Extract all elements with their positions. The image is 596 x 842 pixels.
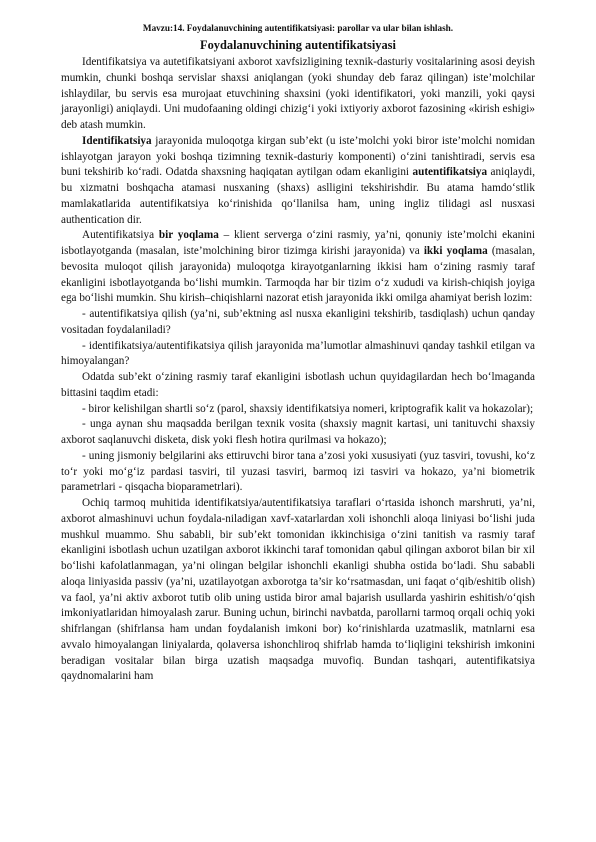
paragraph-text: – klient serverga o‘zini rasmiy, ya’ni, qonuniy iste’molchi ekanini isbotlayotganda (masalan, iste’molchining biror tizimga kirishi jarayonida) va [61, 229, 535, 257]
paragraph [61, 307, 535, 339]
paragraph-text: Identifikatsiya va autetifikatsiyani axborot xavfsizligining texnik-dasturiy vositalarining asosi deyish mumkin, chunki boshqa servislar shaxsi aniqlangan (yoki shunday deb faraz qilingan) iste’molchilar ishlaydilar, bu servis esa murojaat etuvchining shaxsini (yoki identifikatori, yoki manzili, yoki qaysi jarayonligi) aniqlaydi. Uni mudofaaning oldingi chizig‘i yoki ixtiyoriy axborot fazosining «kirish eshigi» deb atash mumkin. [61, 56, 535, 131]
document-body [61, 55, 535, 685]
paragraph-text: Autentifikatsiya [82, 229, 159, 242]
paragraph-text: - uning jismoniy belgilarini aks ettiruvchi biror tana a’zosi yoki xususiyati (yuz tasviri, tovushi, ko‘z to‘r yoki mo‘g‘iz pardasi tasviri, til yuzasi tasviri, barmoq izi tasviri va hokazo, ya’ni biometrik parametrlari - qisqacha bioparametrlari). [61, 449, 535, 494]
bold-term: Identifikatsiya [82, 134, 152, 147]
paragraph-text: Odatda sub’ekt o‘zining rasmiy taraf ekanligini isbotlash uchun quyidagilardan hech bo‘lmaganda bittasini taqdim etadi: [61, 371, 535, 399]
paragraph [61, 370, 535, 402]
paragraph [61, 134, 535, 229]
bold-term: autentifikatsiya [412, 166, 488, 179]
paragraph-text: - identifikatsiya/autentifikatsiya qilish jarayonida ma’lumotlar almashinuvi qanday tashkil etilgan va himoyalangan? [61, 339, 535, 368]
paragraph-text: jarayonida muloqotga kirgan sub’ekt (u iste’molchi yoki biror iste’molchi nomidan ishlayotgan jarayon yoki boshqa tizimning texnik-dasturiy komponenti) o‘zini tanishtiradi, servis esa buni tekshirib ko‘radi. Odatda shaxsning haqiqatan aytilgan odam ekanligini [61, 134, 535, 179]
topic-line: Mavzu:14. Foydalanuvchining autentifikatsiyasi: parollar va ular bilan ishlash. [142, 23, 454, 33]
paragraph [61, 55, 535, 134]
paragraph-text: (masalan, bevosita muloqot qilish jarayonida) muloqotga kirayotganlarning ikkisi ham o‘zining rasmiy taraf ekanligini isbotlayotganda bo‘lishi mumkin. Tarmoqda har bir tizim o‘z xududi va kirish-chiqish joyiga ega bo‘lishi mumkin. Shu kirish–chiqishlarni nazorat etish jarayonida ikki omilga ahamiyat berish lozim: [61, 245, 535, 305]
paragraph [61, 402, 535, 418]
paragraph-text: - biror kelishilgan shartli so‘z (parol, shaxsiy identifikatsiya nomeri, kriptografik kalit va hokazolar); [82, 402, 534, 415]
document-title: Foydalanuvchining autentifikatsiyasi [200, 38, 396, 52]
paragraph [61, 228, 535, 307]
bold-term: bir yoqlama [158, 229, 219, 242]
paragraph-text: - autentifikatsiya qilish (ya’ni, sub’ektning asl nusxa ekanligini tekshirib, tasdiqlash) uchun qanday vositadan foydalaniladi? [61, 308, 535, 336]
paragraph [61, 339, 535, 371]
bold-term: ikki yoqlama [423, 245, 488, 257]
paragraph-text: aniqlaydi, bu xizmatni boshqacha atamasi nusxaning (shaxs) aslligini tekshirishdir. Bu atama hamdo‘stlik mamlakatlarida autentifikatsiya ko‘rinishida qo‘llanilsa ham, uning ingliz tilidagi asl nusxasi authentication dir. [61, 166, 535, 226]
paragraph-text: Ochiq tarmoq muhitida identifikatsiya/autentifikatsiya taraflari o‘rtasida ishonch marshruti, ya’ni, axborot almashinuvi uchun foydala-niladigan xavf-xatarlardan xoli ishonchli aloqa liniyasi bo‘lishi juda mushkul muammo. Shu sababli, bir sub’ekt tomonidan ikkinchisiga o‘zini tanitish va rasmiy taraf ekanligini isbotlash uchun uzatilgan axborot ikkinchi taraf tomonidan qabul qilingan axborot bilan bir xil bo‘lishi kafolatlanmagan, ya’ni olingan belgilar ishonchli ekanligi shubha ostida bo‘ladi. Shu sababli aloqa liniyasida passiv (ya’ni, uzatilayotgan axborotga ta’sir ko‘rsatmasdan, uni faqat o‘qib/eshitib olish) va faol, ya’ni aktiv axborot tutib olib uning ustida biror amal bajarish usullarda yashirin eshitish/o‘qish imkoniyatlaridan himoyalash zarur. Buning uchun, birinchi navbatda, parollarni tarmoq orqali ochiq yoki shifrlangan (shifrlansa ham undan foydalanish imkoni bor) ko‘rinishlarda uzatmaslik, matnlarni esa avvalo himoyalangan liniyalarda, qolaversa ishonchliroq shifrlab hamda to‘liqligini tekshirish imkonini beradigan vositalar bilan birga uzatish maqsadga muvofiq. Bundan tashqari, autentifikatsiya qaydnomalarini ham [61, 497, 535, 683]
paragraph-text: - unga aynan shu maqsadda berilgan texnik vosita (shaxsiy magnit kartasi, uni tanituvchi shaxsiy axborot saqlanuvchi disketa, disk yoki flesh hotira qurilmasi va hokazo); [61, 418, 535, 446]
paragraph [61, 449, 535, 496]
paragraph [61, 417, 535, 449]
paragraph [61, 496, 535, 685]
